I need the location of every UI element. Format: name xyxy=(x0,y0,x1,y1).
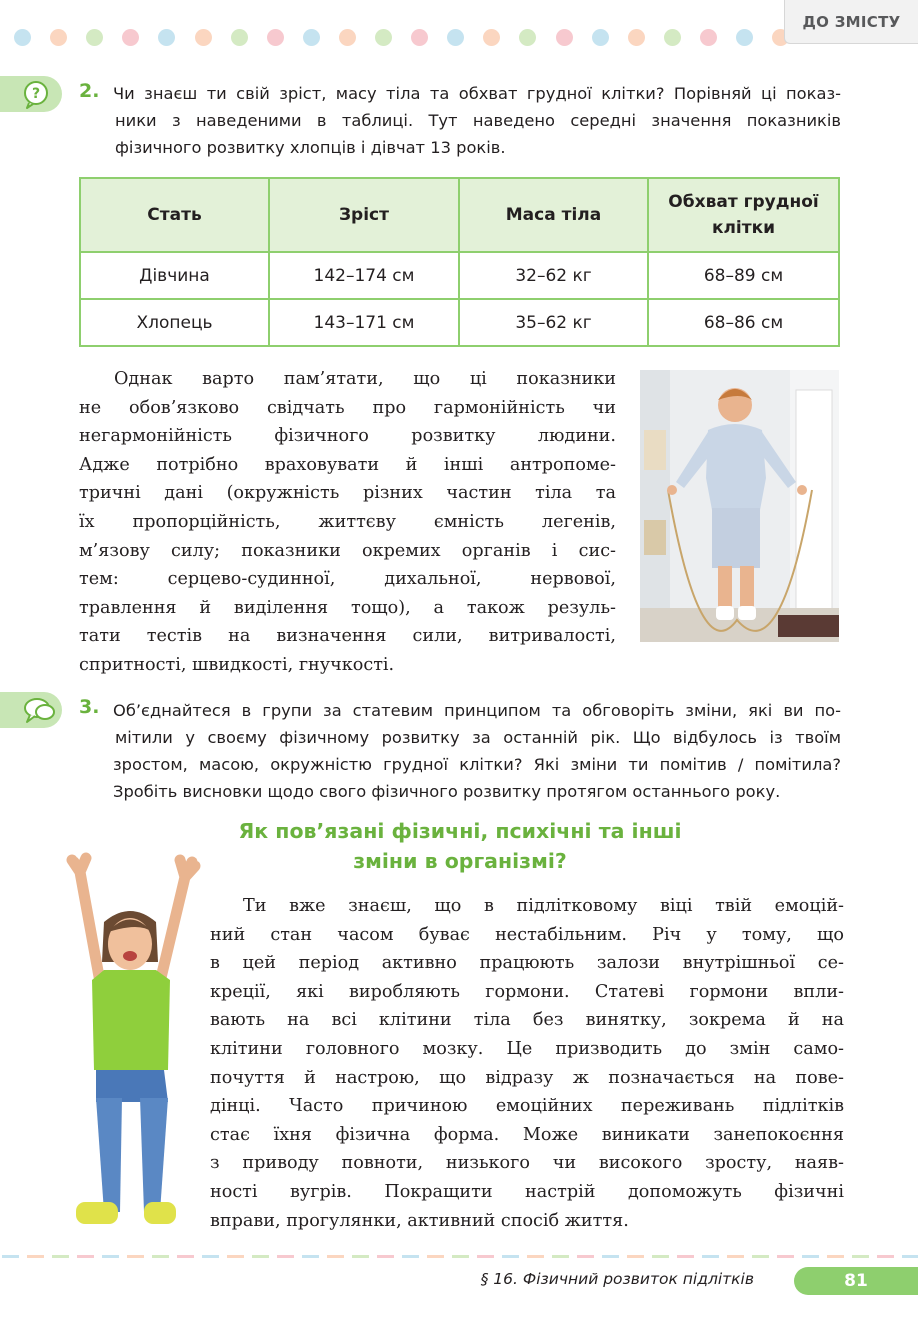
paragraph-line: вають на всі клітини тіла без винятку, зокрема й на xyxy=(210,1010,844,1031)
footer-dash xyxy=(802,1255,819,1258)
paragraph-line: негармонійність фізичного розвитку людини. xyxy=(79,426,616,447)
table-header-cell: Маса тіла xyxy=(459,178,648,252)
task-2-text xyxy=(113,80,841,161)
header-dot xyxy=(628,29,645,46)
task-3-line: мітили у своєму фізичному розвитку за останній рік. Що відбулось із твоїм xyxy=(115,728,841,747)
footer-dash xyxy=(377,1255,394,1258)
header-dot xyxy=(483,29,500,46)
paragraph-line: ності вугрів. Покращити настрій допоможуть фізичні xyxy=(210,1181,844,1202)
footer-dash xyxy=(402,1255,419,1258)
footer-dash xyxy=(777,1255,794,1258)
table-header-cell: Зріст xyxy=(269,178,459,252)
header-dot xyxy=(231,29,248,46)
header-dot xyxy=(664,29,681,46)
paragraph-line: вправи, прогулянки, активний спосіб життя. xyxy=(210,1210,629,1231)
paragraph-line: тричні дані (окружність різних частин тіла та xyxy=(79,483,616,504)
header-dot-row xyxy=(14,29,774,47)
header-dot xyxy=(519,29,536,46)
footer-dash xyxy=(77,1255,94,1258)
table-of-contents-button[interactable]: ДО ЗМІСТУ xyxy=(784,0,918,44)
table-header-row xyxy=(80,178,839,252)
footer-dash xyxy=(577,1255,594,1258)
paragraph-line: креції, які виробляють гормони. Статеві гормони впли- xyxy=(210,981,844,1002)
table-cell: 142–174 см xyxy=(269,252,459,299)
chat-bubbles-icon xyxy=(22,695,56,725)
table-row xyxy=(80,299,839,346)
table-header-cell: Стать xyxy=(80,178,269,252)
header-dot xyxy=(122,29,139,46)
page-number: 81 xyxy=(794,1267,918,1295)
header-dot xyxy=(556,29,573,46)
question-marker xyxy=(0,76,62,112)
header-dot xyxy=(447,29,464,46)
paragraph-line: травлення й виділення тощо), а також резуль- xyxy=(79,597,616,618)
table-cell: 32–62 кг xyxy=(459,252,648,299)
footer-dash xyxy=(652,1255,669,1258)
task-3-line: зростом, масою, окружністю грудної клітки? Які зміни ти помітив / помітила? xyxy=(113,755,841,774)
header-dot xyxy=(375,29,392,46)
girl-arms-raised-photo xyxy=(60,852,210,1232)
footer-dash xyxy=(852,1255,869,1258)
table-row xyxy=(80,252,839,299)
header-dot xyxy=(736,29,753,46)
footer-dash xyxy=(427,1255,444,1258)
paragraph-line: спритності, швидкості, гнучкості. xyxy=(79,654,395,675)
footer-dash xyxy=(127,1255,144,1258)
footer-dash xyxy=(352,1255,369,1258)
footer-dash xyxy=(877,1255,894,1258)
header-dot xyxy=(339,29,356,46)
footer-dash xyxy=(277,1255,294,1258)
paragraph-line: м’язову силу; показники окремих органів і сис- xyxy=(79,540,616,561)
section-heading xyxy=(150,816,770,876)
footer-dash xyxy=(452,1255,469,1258)
paragraph-line: клітини головного мозку. Це призводить до змін само- xyxy=(210,1038,844,1059)
footer-dash xyxy=(727,1255,744,1258)
footer-dash xyxy=(477,1255,494,1258)
footer-dash xyxy=(502,1255,519,1258)
footer-dash xyxy=(302,1255,319,1258)
header-dot xyxy=(700,29,717,46)
header-dot xyxy=(195,29,212,46)
header-dot xyxy=(158,29,175,46)
footer-dash xyxy=(202,1255,219,1258)
paragraph-line: в цей період активно працюють залози внутрішньої се- xyxy=(210,953,844,974)
paragraph-line: почуття й настрою, що відразу ж позначається на пове- xyxy=(210,1067,844,1088)
footer-dash xyxy=(177,1255,194,1258)
section-heading-line: Як пов’язані фізичні, психічні та інші xyxy=(238,819,682,843)
footer-dash xyxy=(152,1255,169,1258)
footer-dash xyxy=(252,1255,269,1258)
discussion-marker xyxy=(0,692,62,728)
footer-dash xyxy=(527,1255,544,1258)
svg-text:?: ? xyxy=(31,86,41,102)
paragraph-line: Ти вже знаєш, що в підлітковому віці твій емоцій- xyxy=(243,896,844,916)
table-cell: Дівчина xyxy=(80,252,269,299)
footer-dash xyxy=(602,1255,619,1258)
table-cell: 68–89 см xyxy=(648,252,839,299)
question-icon xyxy=(22,79,50,109)
header-dot xyxy=(50,29,67,46)
development-table xyxy=(79,177,840,347)
table-cell: 143–171 см xyxy=(269,299,459,346)
footer-dash xyxy=(552,1255,569,1258)
paragraph-line: тем: серцево-судинної, дихальної, нервової, xyxy=(79,569,616,590)
footer-dash xyxy=(827,1255,844,1258)
paragraph-line: тати тестів на визначення сили, витривалості, xyxy=(79,626,616,647)
section-heading-line: зміни в організмі? xyxy=(353,849,567,873)
table-cell: 68–86 см xyxy=(648,299,839,346)
chapter-title: § 16. Фізичний розвиток підлітків xyxy=(480,1270,754,1288)
footer-dash xyxy=(677,1255,694,1258)
task-3-text xyxy=(113,697,841,805)
task-3-line: Зробіть висновки щодо свого фізичного розвитку протягом останнього року. xyxy=(113,782,781,801)
table-header-cell: Обхват грудної клітки xyxy=(648,178,839,252)
header-dot xyxy=(411,29,428,46)
task-3-line: Об’єднайтеся в групи за статевим принципом та обговоріть зміни, які ви по- xyxy=(113,701,841,720)
footer-dash xyxy=(102,1255,119,1258)
header-dot xyxy=(267,29,284,46)
paragraph-line: Однак варто пам’ятати, що ці показники xyxy=(114,369,616,389)
footer-dash xyxy=(52,1255,69,1258)
task-2-line: фізичного розвитку хлопців і дівчат 13 років. xyxy=(115,138,506,157)
footer-dash xyxy=(27,1255,44,1258)
footer-dash xyxy=(2,1255,19,1258)
boy-jump-rope-photo xyxy=(640,370,839,642)
task-2-line: Чи знаєш ти свій зріст, масу тіла та обхват грудної клітки? Порівняй ці показ- xyxy=(113,84,841,103)
paragraph-line: не обов’язково свідчать про гармонійність чи xyxy=(79,397,616,418)
footer-dash xyxy=(627,1255,644,1258)
footer-dash xyxy=(327,1255,344,1258)
task-2-number: 2. xyxy=(79,80,100,102)
task-2-line: ники з наведеними в таблиці. Тут наведено середні значення показників xyxy=(115,111,841,130)
paragraph-line: їх пропорційність, життєву ємність легенів, xyxy=(79,511,616,532)
paragraph-line: з приводу повноти, низького чи високого зросту, наяв- xyxy=(210,1153,844,1174)
task-3-number: 3. xyxy=(79,696,100,718)
table-cell: Хлопець xyxy=(80,299,269,346)
paragraph-hormones xyxy=(210,892,844,1235)
footer-dash xyxy=(902,1255,918,1258)
paragraph-line: ний стан часом буває нестабільним. Річ у тому, що xyxy=(210,924,844,945)
footer-dash xyxy=(702,1255,719,1258)
table-cell: 35–62 кг xyxy=(459,299,648,346)
footer-dashed-divider xyxy=(0,1255,918,1259)
footer-dash xyxy=(227,1255,244,1258)
paragraph-anthropometric xyxy=(79,365,616,680)
paragraph-line: дінці. Часто причиною емоційних переживань підлітків xyxy=(210,1096,844,1117)
header-dot xyxy=(592,29,609,46)
paragraph-line: стає їхня фізична форма. Може виникати занепокоєння xyxy=(210,1124,844,1145)
header-dot xyxy=(86,29,103,46)
header-dot xyxy=(303,29,320,46)
footer-dash xyxy=(752,1255,769,1258)
header-dot xyxy=(14,29,31,46)
paragraph-line: Адже потрібно враховувати й інші антропоме- xyxy=(79,454,616,475)
